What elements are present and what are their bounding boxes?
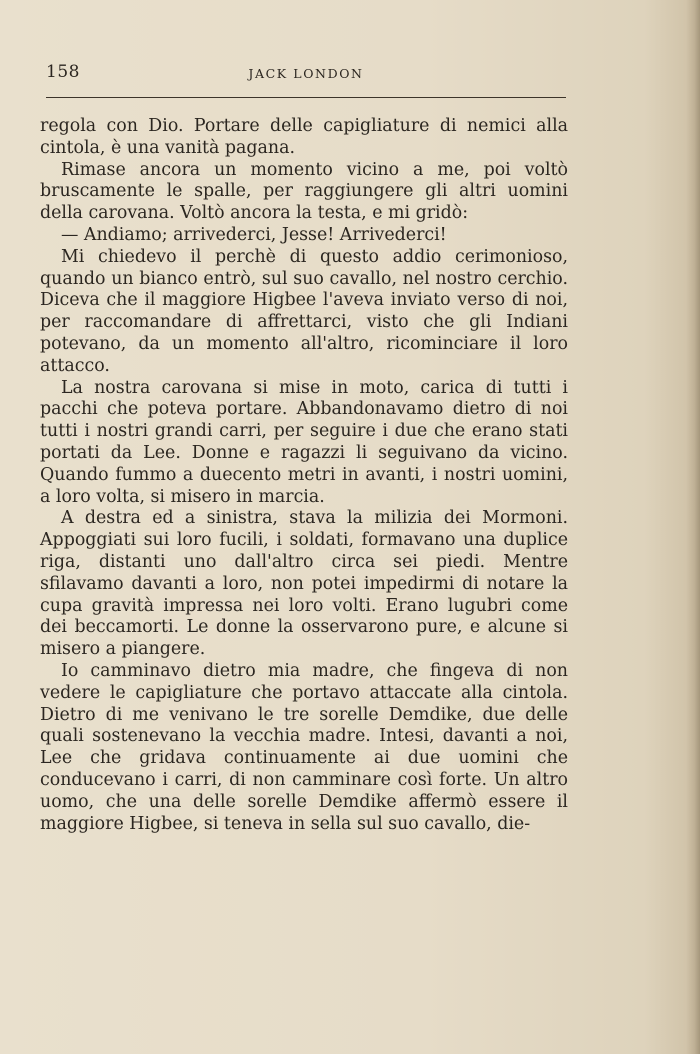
page-number: 158 bbox=[46, 62, 80, 82]
paragraph: A destra ed a sinistra, stava la milizia dei Mormoni. Appoggiati sui loro fucili, i soldati, formavano una duplice riga, distanti uno dall'altro circa sei piedi. Mentre sfilavamo davanti a loro, non potei impedirmi di notare la cupa gravità impressa nei loro volti. Erano lugubri come dei beccamorti. Le donne la osservarono pure, e alcune si misero a piangere. bbox=[40, 508, 568, 660]
body-text bbox=[40, 116, 568, 835]
running-title: JACK LONDON bbox=[248, 66, 364, 81]
paragraph: regola con Dio. Portare delle capigliature di nemici alla cintola, è una vanità pagana. bbox=[40, 116, 568, 158]
paragraph: — Andiamo; arrivederci, Jesse! Arrivederci! bbox=[61, 224, 447, 245]
paragraph: Io camminavo dietro mia madre, che fingeva di non vedere le capigliature che portavo attaccate alla cintola. Dietro di me venivano le tre sorelle Demdike, due delle quali sostenevano la vecchia madre. Intesi, davanti a noi, Lee che gridava continuamente ai due uomini che conducevano i carri, di non camminare così forte. Un altro uomo, che una delle sorelle Demdike affermò essere il maggiore Higbee, si teneva in sella sul suo cavallo, die- bbox=[40, 660, 568, 834]
paragraph: Mi chiedevo il perchè di questo addio cerimonioso, quando un bianco entrò, sul suo cavallo, nel nostro cerchio. Diceva che il maggiore Higbee l'aveva inviato verso di noi, per raccomandare di affrettarci, visto che gli Indiani potevano, da un momento all'altro, ricominciare il loro attacco. bbox=[40, 246, 568, 376]
paragraph: La nostra carovana si mise in moto, carica di tutti i pacchi che poteva portare. Abbandonavamo dietro di noi tutti i nostri grandi carri, per seguire i due che erano stati portati da Lee. Donne e ragazzi li seguivano da vicino. Quando fummo a duecento metri in avanti, i nostri uomini, a loro volta, si misero in marcia. bbox=[40, 377, 568, 507]
page-header bbox=[46, 62, 566, 86]
header-rule bbox=[46, 97, 566, 98]
paragraph: Rimase ancora un momento vicino a me, poi voltò bruscamente le spalle, per raggiungere gli altri uomini della carovana. Voltò ancora la testa, e mi gridò: bbox=[40, 159, 568, 224]
page-edge-shadow bbox=[686, 0, 700, 1054]
